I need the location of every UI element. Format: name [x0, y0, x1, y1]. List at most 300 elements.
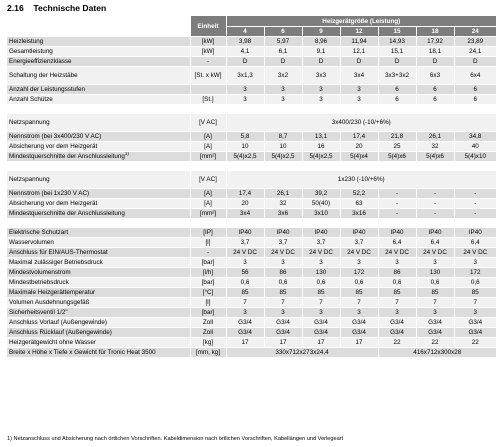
row-value: 130 [302, 268, 340, 278]
row-label [7, 258, 190, 268]
row-value: 8,7 [264, 132, 302, 142]
table-row [7, 152, 496, 162]
row-value: 7 [416, 298, 454, 308]
row-unit: [°C] [190, 288, 226, 298]
size-header: 15 [378, 27, 416, 37]
row-value: 3,7 [226, 238, 264, 248]
row-value: 34,8 [454, 132, 496, 142]
row-value: 17 [340, 338, 378, 348]
table-row [7, 298, 496, 308]
row-value: 85 [416, 288, 454, 298]
row-value: 21,8 [378, 132, 416, 142]
table-row [7, 288, 496, 298]
row-value: 172 [454, 268, 496, 278]
table-row [7, 57, 496, 67]
table-row [7, 278, 496, 288]
row-value: 86 [378, 268, 416, 278]
row-label [7, 348, 190, 358]
row-value: 3x16 [340, 209, 378, 219]
footnote-mark: 1) [124, 151, 129, 156]
row-label-text: Netzspannung [9, 176, 50, 183]
row-value: 22 [416, 338, 454, 348]
row-value: 85 [302, 288, 340, 298]
row-value: G3/4 [378, 318, 416, 328]
table-row [7, 308, 496, 318]
row-label-text: Heizleistung [9, 38, 44, 45]
row-value: 11,94 [340, 37, 378, 47]
row-value: 85 [340, 288, 378, 298]
row-value: G3/4 [302, 328, 340, 338]
row-value: 6 [378, 85, 416, 95]
row-value: 6x4 [454, 67, 496, 85]
spacer-cell [7, 105, 496, 114]
row-label [7, 248, 190, 258]
row-value: G3/4 [226, 328, 264, 338]
row-label [7, 209, 190, 219]
row-label-text: Absicherung vor dem Heizgerät [9, 200, 98, 207]
row-value: 3 [226, 85, 264, 95]
row-value: - [454, 199, 496, 209]
row-value: 3 [340, 95, 378, 105]
row-value: 22 [378, 338, 416, 348]
row-label-text: Maximale Heizgerättemperatur [9, 289, 96, 296]
row-value: 7 [302, 298, 340, 308]
row-value: 24 V DC [226, 248, 264, 258]
table-row [7, 348, 496, 358]
size-header: 6 [264, 27, 302, 37]
row-value: 3,7 [302, 238, 340, 248]
row-value: D [264, 57, 302, 67]
row-value: 6 [454, 95, 496, 105]
row-label-text: Schaltung der Heizstäbe [9, 72, 78, 79]
row-value: 6 [416, 85, 454, 95]
spacer-row [7, 219, 496, 228]
row-value: 24 V DC [340, 248, 378, 258]
row-unit: Zoll [190, 328, 226, 338]
row-value: - [378, 189, 416, 199]
row-value: 26,1 [416, 132, 454, 142]
section-title: Technische Daten [33, 3, 107, 13]
row-value: 6,1 [264, 47, 302, 57]
row-span-value: 330x712x273x24,4 [226, 348, 378, 358]
row-value: 10 [264, 142, 302, 152]
row-label [7, 199, 190, 209]
row-value: 6,4 [378, 238, 416, 248]
row-value: 5(4)x6 [416, 152, 454, 162]
unit-header: Einheit [190, 16, 226, 37]
row-value: 3 [226, 258, 264, 268]
row-value: 3 [454, 258, 496, 268]
row-value: 3 [302, 258, 340, 268]
row-value: 3 [416, 308, 454, 318]
size-group-header: Heizgerätgröße (Leistung) [226, 16, 496, 27]
row-value: 3 [226, 308, 264, 318]
row-value: D [378, 57, 416, 67]
row-label [7, 95, 190, 105]
row-value: 3x1,3 [226, 67, 264, 85]
row-value: 50(40) [302, 199, 340, 209]
row-value: 3 [302, 95, 340, 105]
row-label [7, 47, 190, 57]
row-unit: [mm²] [190, 152, 226, 162]
row-unit: - [190, 57, 226, 67]
row-value: 3x4 [340, 67, 378, 85]
technical-data-table [7, 16, 496, 358]
footnote: 1) Netzanschluss und Absicherung nach örtlichen Vorschriften. Kabeldimension nach örtlichen Vorschriften, Kabellängen und Verlegeart [7, 436, 344, 442]
table-row [7, 258, 496, 268]
row-label-text: Volumen Ausdehnungsgefäß [9, 299, 90, 306]
row-value: 3x3+3x2 [378, 67, 416, 85]
row-value: G3/4 [378, 328, 416, 338]
row-label [7, 152, 190, 162]
row-label-text: Netzspannung [9, 119, 50, 126]
row-value: 23,89 [454, 37, 496, 47]
row-value: 130 [416, 268, 454, 278]
table-row [7, 114, 496, 132]
row-value: 3 [302, 308, 340, 318]
table-row [7, 85, 496, 95]
row-value: 6x3 [416, 67, 454, 85]
row-value: 86 [264, 268, 302, 278]
row-value: G3/4 [264, 318, 302, 328]
row-value: 17,4 [226, 189, 264, 199]
row-value: 56 [226, 268, 264, 278]
row-value: 52,2 [340, 189, 378, 199]
row-unit: [kW] [190, 47, 226, 57]
row-unit: [bar] [190, 258, 226, 268]
row-value: IP40 [302, 228, 340, 238]
row-label [7, 57, 190, 67]
row-value: 7 [340, 298, 378, 308]
row-value: G3/4 [416, 318, 454, 328]
row-label-text: Absicherung vor dem Heizgerät [9, 143, 98, 150]
row-value: 5(4)x2,5 [226, 152, 264, 162]
row-label-text: Heizgerätgewicht ohne Wasser [9, 339, 96, 346]
row-value: 3 [264, 308, 302, 318]
row-unit: [A] [190, 132, 226, 142]
table-row [7, 67, 496, 85]
row-value: 4,1 [226, 47, 264, 57]
row-value: 5(4)x6 [378, 152, 416, 162]
row-label [7, 142, 190, 152]
row-value: 0,6 [378, 278, 416, 288]
row-value: 3x2 [264, 67, 302, 85]
row-label-text: Sicherheitsventil 1/2" [9, 309, 68, 316]
row-label-text: Anschluss Vorlauf (Außengewinde) [9, 319, 108, 326]
row-value: 22 [454, 338, 496, 348]
row-unit: [A] [190, 142, 226, 152]
table-body [7, 37, 496, 358]
row-value: 24,1 [454, 47, 496, 57]
row-label-text: Mindestbetriebsdruck [9, 279, 69, 286]
table-row [7, 338, 496, 348]
row-label [7, 171, 190, 189]
table-row [7, 248, 496, 258]
row-value: 5,8 [226, 132, 264, 142]
row-label-text: Nennstrom (bei 1x230 V AC) [9, 190, 90, 197]
row-label-text: Anzahl Schütze [9, 96, 53, 103]
row-value: 17 [302, 338, 340, 348]
row-value: IP40 [264, 228, 302, 238]
row-label [7, 318, 190, 328]
row-unit: [l/h] [190, 268, 226, 278]
row-value: 3 [454, 308, 496, 318]
row-value: G3/4 [416, 328, 454, 338]
row-unit: [A] [190, 189, 226, 199]
row-label [7, 298, 190, 308]
row-value: 15,1 [378, 47, 416, 57]
row-label-text: Breite x Höhe x Tiefe x Gewicht für Tronic Heat 3500 [9, 349, 156, 356]
row-unit [190, 85, 226, 95]
row-label-text: Anschluss Rücklauf (Außengewinde) [9, 329, 112, 336]
row-label-text: Wasservolumen [9, 239, 54, 246]
row-value: 6,4 [454, 238, 496, 248]
row-value: 7 [454, 298, 496, 308]
row-value: 5(4)x4 [340, 152, 378, 162]
row-value: G3/4 [454, 318, 496, 328]
table-row [7, 199, 496, 209]
row-value: - [454, 209, 496, 219]
row-value: 12,1 [340, 47, 378, 57]
row-unit: [St.] [190, 95, 226, 105]
row-value: IP40 [226, 228, 264, 238]
row-label [7, 238, 190, 248]
row-value: IP40 [340, 228, 378, 238]
row-label-text: Mindestquerschnitte der Anschlussleitung [9, 210, 125, 217]
row-label [7, 328, 190, 338]
row-value: 3,7 [264, 238, 302, 248]
row-label [7, 268, 190, 278]
row-value: 24 V DC [454, 248, 496, 258]
spacer-cell [7, 219, 496, 228]
row-label [7, 338, 190, 348]
size-header: 18 [416, 27, 454, 37]
row-value: 17 [264, 338, 302, 348]
row-value: - [416, 209, 454, 219]
row-value: 0,6 [226, 278, 264, 288]
row-value: 8,96 [302, 37, 340, 47]
row-value: D [302, 57, 340, 67]
row-value: - [416, 199, 454, 209]
row-value: - [378, 199, 416, 209]
row-unit: [mm, kg] [190, 348, 226, 358]
row-value: 17,4 [340, 132, 378, 142]
row-value: 32 [416, 142, 454, 152]
table-row [7, 132, 496, 142]
row-value: 3 [340, 258, 378, 268]
row-value: 13,1 [302, 132, 340, 142]
row-label [7, 278, 190, 288]
row-label-text: Anzahl der Leistungsstufen [9, 86, 85, 93]
row-unit: [l] [190, 238, 226, 248]
row-unit: - [190, 248, 226, 258]
row-value: 0,6 [416, 278, 454, 288]
row-unit: [A] [190, 199, 226, 209]
row-label-text: Nennstrom (bei 3x400/230 V AC) [9, 133, 102, 140]
row-value: 7 [378, 298, 416, 308]
row-value: 7 [264, 298, 302, 308]
row-value: 7 [226, 298, 264, 308]
size-header: 4 [226, 27, 264, 37]
row-span-value: 416x712x300x28 [378, 348, 496, 358]
row-value: 85 [378, 288, 416, 298]
row-value: 0,6 [340, 278, 378, 288]
row-value: 32 [264, 199, 302, 209]
row-label-text: Mindestvolumenstrom [9, 269, 71, 276]
table-row [7, 189, 496, 199]
row-value: 3,98 [226, 37, 264, 47]
row-label [7, 37, 190, 47]
row-value: 17,92 [416, 37, 454, 47]
row-unit: [V AC] [190, 114, 226, 132]
row-unit: [IP] [190, 228, 226, 238]
spacer-row [7, 105, 496, 114]
row-value: 0,6 [264, 278, 302, 288]
row-unit: Zoll [190, 318, 226, 328]
row-value: - [416, 189, 454, 199]
row-value: 3 [340, 85, 378, 95]
row-label-text: Anschluss für EIN/AUS-Thermostat [9, 249, 108, 256]
row-value: D [340, 57, 378, 67]
row-unit: [l] [190, 298, 226, 308]
row-label [7, 67, 190, 85]
row-value: 3 [264, 95, 302, 105]
row-unit: [bar] [190, 308, 226, 318]
section-number: 2.16 [7, 3, 24, 13]
row-span-value: 1x230 (-10/+6%) [226, 171, 496, 189]
row-value: 3 [302, 85, 340, 95]
table-row [7, 37, 496, 47]
row-value: 24 V DC [416, 248, 454, 258]
header-blank-cell [7, 16, 190, 27]
row-value: 9,1 [302, 47, 340, 57]
row-value: 85 [264, 288, 302, 298]
row-unit: [kg] [190, 338, 226, 348]
row-value: 20 [226, 199, 264, 209]
row-value: 14,93 [378, 37, 416, 47]
row-value: - [454, 189, 496, 199]
row-value: 20 [340, 142, 378, 152]
row-value: 172 [340, 268, 378, 278]
row-value: IP40 [378, 228, 416, 238]
header-row-sizes [7, 27, 496, 37]
row-value: 5,97 [264, 37, 302, 47]
row-value: 3x4 [226, 209, 264, 219]
row-value: G3/4 [340, 328, 378, 338]
table-row [7, 318, 496, 328]
row-value: G3/4 [226, 318, 264, 328]
row-value: 3 [340, 308, 378, 318]
row-unit: [mm²] [190, 209, 226, 219]
row-label-text: Energieeffizienzklasse [9, 58, 72, 65]
row-label-text: Elektrische Schutzart [9, 229, 69, 236]
row-value: 3x3 [302, 67, 340, 85]
row-label [7, 189, 190, 199]
row-value: 3 [264, 85, 302, 95]
row-value: IP40 [454, 228, 496, 238]
row-value: 3x10 [302, 209, 340, 219]
row-value: 5(4)x2,5 [264, 152, 302, 162]
row-value: D [454, 57, 496, 67]
spacer-cell [7, 162, 496, 171]
row-unit: [bar] [190, 278, 226, 288]
table-row [7, 209, 496, 219]
row-value: 17 [226, 338, 264, 348]
row-value: 3 [226, 95, 264, 105]
section-heading [7, 3, 106, 13]
row-value: 10 [226, 142, 264, 152]
row-value: 18,1 [416, 47, 454, 57]
header-row-top [7, 16, 496, 27]
row-value: 85 [454, 288, 496, 298]
table-row [7, 228, 496, 238]
row-span-value: 3x400/230 (-10/+6%) [226, 114, 496, 132]
table-row [7, 47, 496, 57]
row-value: 3 [264, 258, 302, 268]
table-row [7, 171, 496, 189]
size-header: 12 [340, 27, 378, 37]
row-value: 40 [454, 142, 496, 152]
row-value: G3/4 [454, 328, 496, 338]
row-value: 6 [378, 95, 416, 105]
row-value: 25 [378, 142, 416, 152]
row-label [7, 85, 190, 95]
row-label [7, 114, 190, 132]
row-value: 24 V DC [378, 248, 416, 258]
row-value: 3 [378, 258, 416, 268]
size-header: 24 [454, 27, 496, 37]
row-value: 24 V DC [302, 248, 340, 258]
header-blank-cell [7, 27, 190, 37]
row-value: 5(4)x2,5 [302, 152, 340, 162]
row-value: 0,6 [454, 278, 496, 288]
row-label-text: Mindestquerschnitte der Anschlussleitung [9, 153, 125, 160]
row-value: D [226, 57, 264, 67]
row-label [7, 288, 190, 298]
row-value: 5(4)x10 [454, 152, 496, 162]
row-value: 6 [416, 95, 454, 105]
table-row [7, 268, 496, 278]
row-value: D [416, 57, 454, 67]
row-label-text: Maximal zulässiger Betriebsdruck [9, 259, 103, 266]
row-value: 39,2 [302, 189, 340, 199]
row-value: G3/4 [302, 318, 340, 328]
row-value: 24 V DC [264, 248, 302, 258]
spacer-row [7, 162, 496, 171]
row-label [7, 308, 190, 318]
row-unit: [V AC] [190, 171, 226, 189]
row-value: 6 [454, 85, 496, 95]
row-label-text: Gesamtleistung [9, 48, 53, 55]
row-value: 26,1 [264, 189, 302, 199]
table-row [7, 328, 496, 338]
row-value: 3 [378, 308, 416, 318]
row-value: IP40 [416, 228, 454, 238]
row-value: - [378, 209, 416, 219]
row-value: 3,7 [340, 238, 378, 248]
row-value: 85 [226, 288, 264, 298]
row-value: 63 [340, 199, 378, 209]
row-value: G3/4 [264, 328, 302, 338]
row-value: 16 [302, 142, 340, 152]
row-unit: [kW] [190, 37, 226, 47]
row-unit: [St. x kW] [190, 67, 226, 85]
row-value: 0,6 [302, 278, 340, 288]
row-value: 3 [416, 258, 454, 268]
row-label [7, 132, 190, 142]
table-row [7, 238, 496, 248]
row-value: G3/4 [340, 318, 378, 328]
